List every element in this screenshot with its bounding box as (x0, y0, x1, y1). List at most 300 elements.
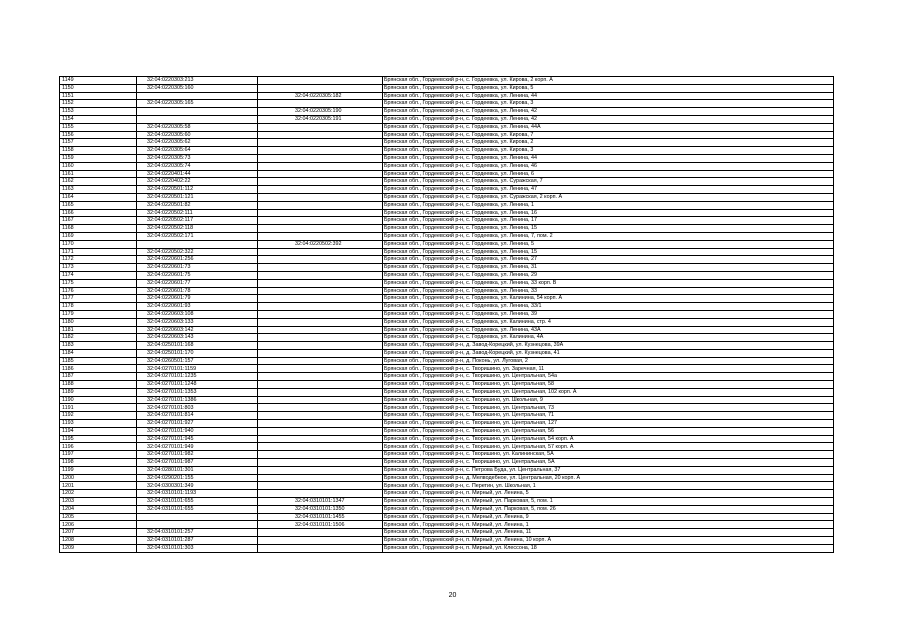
table-row (60, 201, 834, 209)
cadastral-number-secondary-cell (258, 396, 383, 404)
cadastral-number-cell: 32:04:0300301:349 (137, 482, 258, 490)
row-number-cell: 1185 (60, 357, 137, 365)
table-row (60, 427, 834, 435)
cadastral-number-cell: 32:04:0270101:927 (137, 420, 258, 428)
table-row (60, 349, 834, 357)
table-row (60, 513, 834, 521)
cadastral-number-cell: 32:04:0220502:117 (137, 217, 258, 225)
row-number-cell: 1170 (60, 240, 137, 248)
cadastral-number-secondary-cell (258, 303, 383, 311)
address-cell: Брянская обл., Гордеевский р-н, п. Мирный, ул. Ленина, 9 (383, 513, 834, 521)
cadastral-number-secondary-cell (258, 131, 383, 139)
address-cell: Брянская обл., Гордеевский р-н, с. Гордеевка, ул. Ленина, 42 (383, 115, 834, 123)
cadastral-number-cell: 32:04:0220502:171 (137, 232, 258, 240)
address-cell: Брянская обл., Гордеевский р-н, с. Гордеевка, ул. Ленина, 33 корп. В (383, 279, 834, 287)
cadastral-number-cell: 32:04:0220601:93 (137, 303, 258, 311)
cadastral-number-cell: 32:04:0220601:73 (137, 264, 258, 272)
cadastral-number-cell: 32:04:0220305:58 (137, 123, 258, 131)
table-row (60, 544, 834, 552)
table-row (60, 77, 834, 85)
cadastral-number-secondary-cell (258, 427, 383, 435)
cadastral-number-secondary-cell (258, 404, 383, 412)
row-number-cell: 1205 (60, 513, 137, 521)
address-cell: Брянская обл., Гордеевский р-н, с. Творишино, ул. Заречная, 11 (383, 365, 834, 373)
row-number-cell: 1160 (60, 162, 137, 170)
row-number-cell: 1159 (60, 154, 137, 162)
cadastral-number-secondary-cell (258, 482, 383, 490)
cadastral-number-cell: 32:04:0220501:112 (137, 186, 258, 194)
address-cell: Брянская обл., Гордеевский р-н, с. Творишино, ул. Центральная, 71 (383, 412, 834, 420)
cadastral-number-secondary-cell (258, 420, 383, 428)
address-cell: Брянская обл., Гордеевский р-н, с. Творишино, ул. Центральная, 127 (383, 420, 834, 428)
table-row (60, 420, 834, 428)
row-number-cell: 1192 (60, 412, 137, 420)
cadastral-number-secondary-cell: 32:04:0220502:392 (258, 240, 383, 248)
address-cell: Брянская обл., Гордеевский р-н, д. Поконь, ул. Луговая, 2 (383, 357, 834, 365)
address-cell: Брянская обл., Гордеевский р-н, с. Творишино, ул. Калининская, 5А (383, 451, 834, 459)
address-cell: Брянская обл., Гордеевский р-н, с. Гордеевка, ул. Ленина, 16 (383, 209, 834, 217)
cadastral-number-cell: 32:04:0220402:22 (137, 178, 258, 186)
cadastral-number-cell: 32:04:0220601:77 (137, 279, 258, 287)
cadastral-number-cell: 32:04:0220305:64 (137, 147, 258, 155)
row-number-cell: 1178 (60, 303, 137, 311)
row-number-cell: 1152 (60, 100, 137, 108)
row-number-cell: 1201 (60, 482, 137, 490)
row-number-cell: 1190 (60, 396, 137, 404)
cadastral-number-cell: 32:04:0220603:108 (137, 310, 258, 318)
table-row (60, 248, 834, 256)
table-row (60, 279, 834, 287)
cadastral-number-secondary-cell (258, 474, 383, 482)
address-cell: Брянская обл., Гордеевский р-н, с. Гордеевка, ул. Ленина, 5 (383, 240, 834, 248)
row-number-cell: 1196 (60, 443, 137, 451)
address-cell: Брянская обл., Гордеевский р-н, с. Гордеевка, ул. Ленина, 39 (383, 310, 834, 318)
address-cell: Брянская обл., Гордеевский р-н, с. Творишино, ул. Центральная, 54а (383, 373, 834, 381)
table-row (60, 139, 834, 147)
table-row (60, 443, 834, 451)
row-number-cell: 1195 (60, 435, 137, 443)
cadastral-number-cell: 32:04:0220601:78 (137, 287, 258, 295)
cadastral-number-cell: 32:04:0260501:157 (137, 357, 258, 365)
row-number-cell: 1193 (60, 420, 137, 428)
row-number-cell: 1169 (60, 232, 137, 240)
row-number-cell: 1199 (60, 466, 137, 474)
row-number-cell: 1176 (60, 287, 137, 295)
table-row (60, 357, 834, 365)
cadastral-number-secondary-cell (258, 170, 383, 178)
table-row (60, 170, 834, 178)
row-number-cell: 1203 (60, 498, 137, 506)
address-cell: Брянская обл., Гордеевский р-н, с. Гордеевка, ул. Ленина, 33/1 (383, 303, 834, 311)
cadastral-number-cell: 32:04:0220601:79 (137, 295, 258, 303)
cadastral-number-secondary-cell (258, 232, 383, 240)
table-row (60, 310, 834, 318)
page-number: 20 (448, 592, 457, 599)
table-row (60, 287, 834, 295)
cadastral-number-cell: 32:04:0310101:1193 (137, 490, 258, 498)
address-cell: Брянская обл., Гордеевский р-н, с. Гордеевка, ул. Суражская, 7 (383, 178, 834, 186)
table-row (60, 365, 834, 373)
cadastral-number-secondary-cell (258, 139, 383, 147)
cadastral-number-secondary-cell (258, 225, 383, 233)
address-cell: Брянская обл., Гордеевский р-н, п. Мирный, ул. Ленина, 1 (383, 521, 834, 529)
cadastral-number-secondary-cell (258, 412, 383, 420)
address-cell: Брянская обл., Гордеевский р-н, с. Творишино, ул. Центральная, 57 корп. А (383, 443, 834, 451)
address-cell: Брянская обл., Гордеевский р-н, с. Творишино, ул. Центральная, 56 (383, 427, 834, 435)
property-table (59, 76, 834, 553)
cadastral-number-cell: 32:04:0270101:940 (137, 427, 258, 435)
table-row (60, 373, 834, 381)
cadastral-number-cell (137, 108, 258, 116)
cadastral-number-cell: 32:04:0270101:1159 (137, 365, 258, 373)
table-row (60, 435, 834, 443)
cadastral-number-secondary-cell (258, 537, 383, 545)
cadastral-number-secondary-cell (258, 490, 383, 498)
row-number-cell: 1154 (60, 115, 137, 123)
cadastral-number-secondary-cell (258, 381, 383, 389)
row-number-cell: 1163 (60, 186, 137, 194)
table-row (60, 303, 834, 311)
cadastral-number-cell: 32:04:0220401:44 (137, 170, 258, 178)
address-cell: Брянская обл., Гордеевский р-н, с. Гордеевка, ул. Суражская, 2 корп. А (383, 193, 834, 201)
address-cell: Брянская обл., Гордеевский р-н, с. Перетин, ул. Школьная, 1 (383, 482, 834, 490)
address-cell: Брянская обл., Гордеевский р-н, с. Гордеевка, ул. Кирова, 2 (383, 139, 834, 147)
address-cell: Брянская обл., Гордеевский р-н, п. Мирный, ул. Ленина, 10 корп. А (383, 537, 834, 545)
row-number-cell: 1165 (60, 201, 137, 209)
cadastral-number-secondary-cell (258, 154, 383, 162)
table-row (60, 84, 834, 92)
table-row (60, 186, 834, 194)
cadastral-number-cell: 32:04:0220603:143 (137, 334, 258, 342)
cadastral-number-cell (137, 115, 258, 123)
cadastral-number-secondary-cell (258, 295, 383, 303)
cadastral-number-secondary-cell (258, 264, 383, 272)
row-number-cell: 1182 (60, 334, 137, 342)
cadastral-number-secondary-cell (258, 209, 383, 217)
cadastral-number-secondary-cell: 32:04:0220305:182 (258, 92, 383, 100)
cadastral-number-secondary-cell (258, 435, 383, 443)
address-cell: Брянская обл., Гордеевский р-н, с. Творишино, ул. Школьная, 9 (383, 396, 834, 404)
address-cell: Брянская обл., Гордеевский р-н, д. Мелводебное, ул. Центральная, 20 корп. А (383, 474, 834, 482)
address-cell: Брянская обл., Гордеевский р-н, с. Гордеевка, ул. Кирова, 3 (383, 147, 834, 155)
address-cell: Брянская обл., Гордеевский р-н, с. Петрова Буда, ул. Центральная, 37 (383, 466, 834, 474)
row-number-cell: 1150 (60, 84, 137, 92)
address-cell: Брянская обл., Гордеевский р-н, с. Гордеевка, ул. Ленина, 17 (383, 217, 834, 225)
cadastral-number-cell: 32:04:0220601:256 (137, 256, 258, 264)
table-row (60, 100, 834, 108)
cadastral-number-secondary-cell (258, 287, 383, 295)
address-cell: Брянская обл., Гордеевский р-н, с. Творишино, ул. Центральная, 102 корп. А (383, 388, 834, 396)
cadastral-number-cell (137, 521, 258, 529)
table-row (60, 318, 834, 326)
cadastral-number-secondary-cell (258, 310, 383, 318)
address-cell: Брянская обл., Гордеевский р-н, с. Гордеевка, ул. Ленина, 47 (383, 186, 834, 194)
address-cell: Брянская обл., Гордеевский р-н, с. Творишино, ул. Центральная, 58 (383, 381, 834, 389)
address-cell: Брянская обл., Гордеевский р-н, п. Мирный, ул. Ленина, 5 (383, 490, 834, 498)
cadastral-number-cell: 32:04:0220305:160 (137, 84, 258, 92)
table-row (60, 92, 834, 100)
cadastral-number-secondary-cell (258, 365, 383, 373)
cadastral-number-secondary-cell (258, 193, 383, 201)
address-cell: Брянская обл., Гордеевский р-н, д. Завод-Корецкий, ул. Кузнецова, 39А (383, 342, 834, 350)
row-number-cell: 1164 (60, 193, 137, 201)
cadastral-number-secondary-cell (258, 388, 383, 396)
cadastral-number-cell: 32:04:0290201:155 (137, 474, 258, 482)
cadastral-number-secondary-cell (258, 84, 383, 92)
table-row (60, 474, 834, 482)
cadastral-number-cell: 32:04:0220601:75 (137, 271, 258, 279)
address-cell: Брянская обл., Гордеевский р-н, с. Гордеевка, ул. Ленина, 31 (383, 264, 834, 272)
table-row (60, 342, 834, 350)
row-number-cell: 1209 (60, 544, 137, 552)
row-number-cell: 1158 (60, 147, 137, 155)
address-cell: Брянская обл., Гордеевский р-н, с. Гордеевка, ул. Ленина, 15 (383, 248, 834, 256)
table-row (60, 482, 834, 490)
cadastral-number-secondary-cell (258, 373, 383, 381)
row-number-cell: 1197 (60, 451, 137, 459)
cadastral-number-secondary-cell (258, 443, 383, 451)
row-number-cell: 1172 (60, 256, 137, 264)
cadastral-number-secondary-cell (258, 357, 383, 365)
address-cell: Брянская обл., Гордеевский р-н, с. Гордеевка, ул. Калинина, 4А (383, 334, 834, 342)
table-row (60, 521, 834, 529)
row-number-cell: 1207 (60, 529, 137, 537)
cadastral-number-secondary-cell (258, 459, 383, 467)
cadastral-number-cell: 32:04:0310101:655 (137, 498, 258, 506)
cadastral-number-secondary-cell: 32:04:0310101:1347 (258, 498, 383, 506)
row-number-cell: 1161 (60, 170, 137, 178)
address-cell: Брянская обл., Гордеевский р-н, с. Гордеевка, ул. Калинина, 54 корп. А (383, 295, 834, 303)
table-row (60, 240, 834, 248)
address-cell: Брянская обл., Гордеевский р-н, с. Гордеевка, ул. Ленина, 7, пом. 2 (383, 232, 834, 240)
cadastral-number-secondary-cell (258, 147, 383, 155)
cadastral-number-cell: 32:04:0220305:74 (137, 162, 258, 170)
table-row (60, 466, 834, 474)
row-number-cell: 1157 (60, 139, 137, 147)
cadastral-number-secondary-cell (258, 334, 383, 342)
address-cell: Брянская обл., Гордеевский р-н, с. Гордеевка, ул. Ленина, 1 (383, 201, 834, 209)
cadastral-number-cell: 32:04:0270101:945 (137, 435, 258, 443)
table-row (60, 209, 834, 217)
row-number-cell: 1183 (60, 342, 137, 350)
row-number-cell: 1180 (60, 318, 137, 326)
row-number-cell: 1155 (60, 123, 137, 131)
row-number-cell: 1153 (60, 108, 137, 116)
row-number-cell: 1168 (60, 225, 137, 233)
table-row (60, 115, 834, 123)
address-cell: Брянская обл., Гордеевский р-н, п. Мирный, ул. Клесcона, 18 (383, 544, 834, 552)
cadastral-number-cell: 32:04:0310101:303 (137, 544, 258, 552)
cadastral-number-cell: 32:04:0310101:287 (137, 537, 258, 545)
row-number-cell: 1200 (60, 474, 137, 482)
row-number-cell: 1156 (60, 131, 137, 139)
cadastral-number-cell: 32:04:0220502:322 (137, 248, 258, 256)
cadastral-number-secondary-cell (258, 217, 383, 225)
address-cell: Брянская обл., Гордеевский р-н, с. Гордеевка, ул. Ленина, 27 (383, 256, 834, 264)
table-row (60, 256, 834, 264)
cadastral-number-secondary-cell (258, 451, 383, 459)
cadastral-number-cell: 32:04:0220502:118 (137, 225, 258, 233)
cadastral-number-cell: 32:04:0310101:257 (137, 529, 258, 537)
cadastral-number-cell: 32:04:0270101:803 (137, 404, 258, 412)
row-number-cell: 1188 (60, 381, 137, 389)
row-number-cell: 1194 (60, 427, 137, 435)
address-cell: Брянская обл., Гордеевский р-н, с. Гордеевка, ул. Ленина, 6 (383, 170, 834, 178)
table-row (60, 529, 834, 537)
row-number-cell: 1198 (60, 459, 137, 467)
table-row (60, 232, 834, 240)
cadastral-number-secondary-cell (258, 318, 383, 326)
cadastral-number-cell: 32:04:0220603:133 (137, 318, 258, 326)
table-row (60, 264, 834, 272)
table-row (60, 404, 834, 412)
table-row (60, 459, 834, 467)
cadastral-number-secondary-cell (258, 279, 383, 287)
cadastral-number-secondary-cell (258, 529, 383, 537)
cadastral-number-cell: 32:04:0270101:1386 (137, 396, 258, 404)
row-number-cell: 1151 (60, 92, 137, 100)
cadastral-number-cell: 32:04:0270101:987 (137, 459, 258, 467)
cadastral-number-secondary-cell (258, 544, 383, 552)
address-cell: Брянская обл., Гордеевский р-н, с. Гордеевка, ул. Ленина, 44 (383, 92, 834, 100)
address-cell: Брянская обл., Гордеевский р-н, п. Мирный, ул. Парковая, 5, пом. 26 (383, 505, 834, 513)
table-row (60, 388, 834, 396)
address-cell: Брянская обл., Гордеевский р-н, с. Творишино, ул. Центральная, 73 (383, 404, 834, 412)
address-cell: Брянская обл., Гордеевский р-н, с. Гордеевка, ул. Кирова, 3 (383, 100, 834, 108)
row-number-cell: 1187 (60, 373, 137, 381)
cadastral-number-cell: 32:04:0270101:982 (137, 451, 258, 459)
cadastral-number-cell (137, 240, 258, 248)
address-cell: Брянская обл., Гордеевский р-н, с. Гордеевка, ул. Калинина, стр. 4 (383, 318, 834, 326)
table-row (60, 537, 834, 545)
cadastral-number-cell: 32:04:0220303:213 (137, 77, 258, 85)
table-row (60, 154, 834, 162)
table-row (60, 123, 834, 131)
table-row (60, 193, 834, 201)
cadastral-number-cell: 32:04:0270101:814 (137, 412, 258, 420)
address-cell: Брянская обл., Гордеевский р-н, п. Мирный, ул. Парковая, 5, пом. 1 (383, 498, 834, 506)
table-row (60, 131, 834, 139)
row-number-cell: 1166 (60, 209, 137, 217)
table-row (60, 505, 834, 513)
row-number-cell: 1184 (60, 349, 137, 357)
row-number-cell: 1191 (60, 404, 137, 412)
address-cell: Брянская обл., Гордеевский р-н, с. Гордеевка, ул. Ленина, 44А (383, 123, 834, 131)
cadastral-number-cell: 32:04:0270101:1353 (137, 388, 258, 396)
cadastral-number-secondary-cell (258, 342, 383, 350)
cadastral-number-cell: 32:04:0220502:111 (137, 209, 258, 217)
cadastral-number-secondary-cell (258, 201, 383, 209)
cadastral-number-secondary-cell (258, 466, 383, 474)
row-number-cell: 1174 (60, 271, 137, 279)
address-cell: Брянская обл., Гордеевский р-н, с. Гордеевка, ул. Кирова, 7 (383, 131, 834, 139)
cadastral-number-cell: 32:04:0310101:655 (137, 505, 258, 513)
row-number-cell: 1204 (60, 505, 137, 513)
cadastral-number-secondary-cell: 32:04:0220305:190 (258, 108, 383, 116)
table-row (60, 334, 834, 342)
table-row (60, 396, 834, 404)
address-cell: Брянская обл., Гордеевский р-н, с. Гордеевка, ул. Ленина, 43А (383, 326, 834, 334)
table-row (60, 162, 834, 170)
address-cell: Брянская обл., Гордеевский р-н, с. Гордеевка, ул. Кирова, 5 (383, 84, 834, 92)
address-cell: Брянская обл., Гордеевский р-н, с. Гордеевка, ул. Ленина, 42 (383, 108, 834, 116)
address-cell: Брянская обл., Гордеевский р-н, с. Творишино, ул. Центральная, 5А (383, 459, 834, 467)
cadastral-number-secondary-cell (258, 326, 383, 334)
cadastral-number-cell: 32:04:0270101:949 (137, 443, 258, 451)
cadastral-number-cell: 32:04:0250101:170 (137, 349, 258, 357)
cadastral-number-cell: 32:04:0250101:168 (137, 342, 258, 350)
row-number-cell: 1162 (60, 178, 137, 186)
address-cell: Брянская обл., Гордеевский р-н, с. Гордеевка, ул. Ленина, 33 (383, 287, 834, 295)
cadastral-number-secondary-cell (258, 162, 383, 170)
cadastral-number-secondary-cell (258, 271, 383, 279)
table-row (60, 412, 834, 420)
cadastral-number-cell: 32:04:0220305:165 (137, 100, 258, 108)
table-row (60, 178, 834, 186)
address-cell: Брянская обл., Гордеевский р-н, д. Завод-Корецкий, ул. Кузнецова, 41 (383, 349, 834, 357)
table-row (60, 271, 834, 279)
cadastral-number-secondary-cell (258, 123, 383, 131)
cadastral-number-cell: 32:04:0220603:142 (137, 326, 258, 334)
address-cell: Брянская обл., Гордеевский р-н, с. Гордеевка, ул. Ленина, 29 (383, 271, 834, 279)
address-cell: Брянская обл., Гордеевский р-н, с. Творишино, ул. Центральная, 54 корп. А (383, 435, 834, 443)
table-row (60, 108, 834, 116)
address-cell: Брянская обл., Гордеевский р-н, с. Гордеевка, ул. Ленина, 44 (383, 154, 834, 162)
table-row (60, 451, 834, 459)
row-number-cell: 1167 (60, 217, 137, 225)
cadastral-number-secondary-cell (258, 100, 383, 108)
cadastral-number-secondary-cell: 32:04:0310101:1350 (258, 505, 383, 513)
row-number-cell: 1171 (60, 248, 137, 256)
cadastral-number-secondary-cell: 32:04:0310101:1506 (258, 521, 383, 529)
address-cell: Брянская обл., Гордеевский р-н, с. Гордеевка, ул. Кирова, 2 корп. А (383, 77, 834, 85)
row-number-cell: 1186 (60, 365, 137, 373)
cadastral-number-cell: 32:04:0220501:121 (137, 193, 258, 201)
address-cell: Брянская обл., Гордеевский р-н, с. Гордеевка, ул. Ленина, 46 (383, 162, 834, 170)
row-number-cell: 1202 (60, 490, 137, 498)
table-row (60, 217, 834, 225)
row-number-cell: 1181 (60, 326, 137, 334)
cadastral-number-secondary-cell (258, 349, 383, 357)
cadastral-number-cell: 32:04:0220305:62 (137, 139, 258, 147)
cadastral-number-secondary-cell (258, 256, 383, 264)
cadastral-number-secondary-cell (258, 77, 383, 85)
cadastral-number-secondary-cell (258, 178, 383, 186)
row-number-cell: 1179 (60, 310, 137, 318)
cadastral-number-cell (137, 92, 258, 100)
cadastral-number-secondary-cell (258, 186, 383, 194)
address-cell: Брянская обл., Гордеевский р-н, п. Мирный, ул. Ленина, 11 (383, 529, 834, 537)
table-row (60, 498, 834, 506)
row-number-cell: 1208 (60, 537, 137, 545)
row-number-cell: 1177 (60, 295, 137, 303)
table-row (60, 147, 834, 155)
table-row (60, 490, 834, 498)
cadastral-number-cell: 32:04:0220305:73 (137, 154, 258, 162)
table-row (60, 381, 834, 389)
cadastral-number-secondary-cell: 32:04:0220305:191 (258, 115, 383, 123)
property-table-body (60, 77, 834, 553)
row-number-cell: 1175 (60, 279, 137, 287)
cadastral-number-cell: 32:04:0220501:82 (137, 201, 258, 209)
cadastral-number-cell: 32:04:0280101:301 (137, 466, 258, 474)
table-row (60, 326, 834, 334)
cadastral-number-cell: 32:04:0270101:1235 (137, 373, 258, 381)
row-number-cell: 1206 (60, 521, 137, 529)
row-number-cell: 1189 (60, 388, 137, 396)
cadastral-number-cell: 32:04:0220305:60 (137, 131, 258, 139)
row-number-cell: 1149 (60, 77, 137, 85)
